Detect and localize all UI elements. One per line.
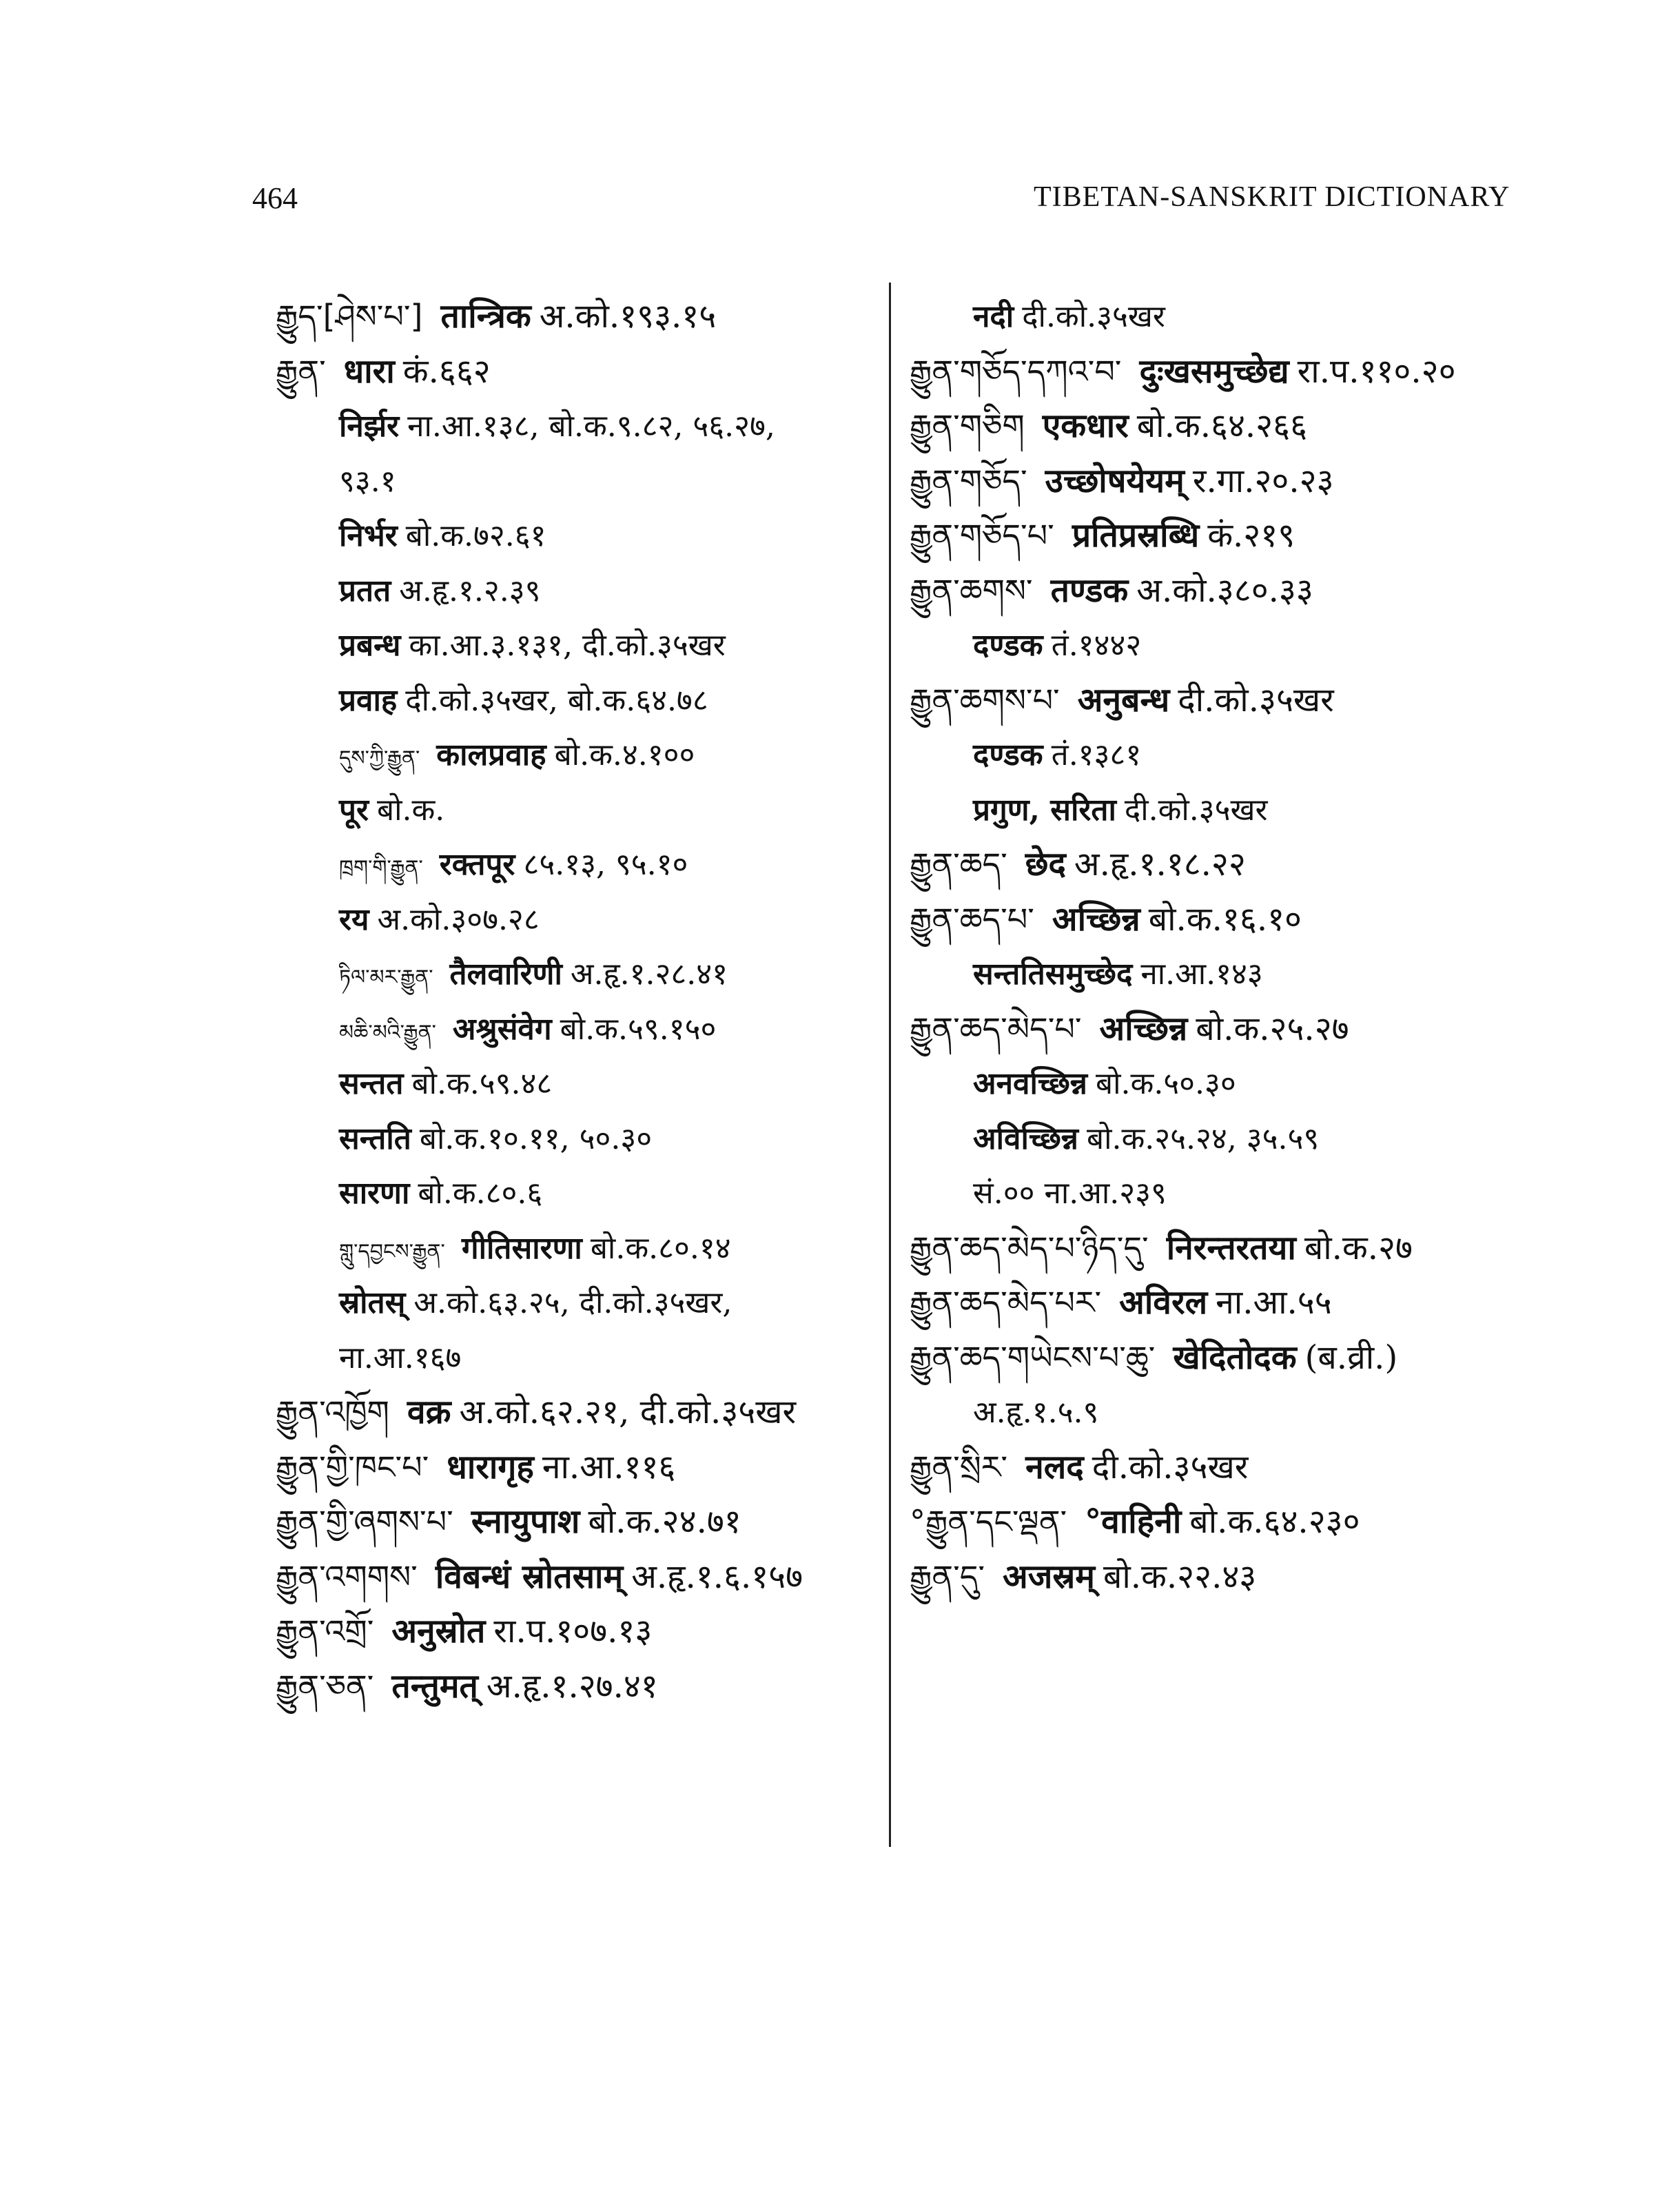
entry-headword-line bbox=[276, 289, 868, 345]
sanskrit-term: दुःखसमुच्छेद्य bbox=[1139, 351, 1289, 391]
sanskrit-term: दण्डक bbox=[973, 628, 1043, 663]
sanskrit-term: अविरल bbox=[1119, 1283, 1208, 1322]
entry-headword-line bbox=[276, 1495, 868, 1550]
tibetan-term: དུས་ཀྱི་རྒྱུན་ bbox=[339, 746, 420, 770]
reference: तं.१४४२ bbox=[1051, 628, 1142, 663]
sanskrit-term: प्रबन्ध bbox=[339, 628, 401, 663]
tibetan-term: རྒྱུན་གཅོད་ bbox=[910, 462, 1027, 500]
reference: बो.क.५९.१५० bbox=[560, 1011, 717, 1047]
entry-subline bbox=[910, 1112, 1530, 1167]
sanskrit-term: सारणा bbox=[339, 1176, 410, 1211]
sanskrit-term: अश्रुसंवेग bbox=[452, 1011, 552, 1047]
reference: बो.क.५९.४८ bbox=[411, 1066, 553, 1101]
tibetan-term: རྒྱུན་ཆད་མེད་པ་ bbox=[910, 1010, 1082, 1048]
tibetan-term: རྒྱུན་ཆད་མེད་པར་ bbox=[910, 1284, 1102, 1321]
sanskrit-term: अच्छिन्न bbox=[1052, 899, 1140, 939]
tibetan-term: རྒྱུན་ཆད་པ་ bbox=[910, 900, 1034, 938]
reference: दी.को.३५खर, बो.क.६४.७८ bbox=[405, 682, 708, 718]
entry-headword-line bbox=[276, 1604, 868, 1659]
tibetan-term: རྒྱུན་སྲིར་ bbox=[910, 1448, 1008, 1486]
reference: बो.क. bbox=[377, 792, 445, 828]
tibetan-term: རྒྱུན་གྱི་ཞགས་པ་ bbox=[276, 1503, 453, 1540]
entry-headword-line bbox=[276, 1440, 868, 1495]
tibetan-term: རྒྱུན་གཅོད་དཀའ་བ་ bbox=[910, 352, 1122, 390]
reference: अ.को.६३.२५, दी.को.३५खर, bbox=[413, 1285, 733, 1320]
sanskrit-term: अच्छिन्न bbox=[1099, 1009, 1188, 1048]
sanskrit-term: खेदितोदक bbox=[1173, 1338, 1297, 1377]
entry-headword-line bbox=[910, 509, 1530, 564]
sanskrit-term: वक्र bbox=[407, 1393, 451, 1431]
reference: ना.आ.५५ bbox=[1216, 1283, 1332, 1322]
entry-headword-line bbox=[910, 564, 1530, 619]
sanskrit-term: प्रतत bbox=[339, 573, 391, 609]
sanskrit-term: प्रवाह bbox=[339, 682, 398, 718]
reference: बो.क.२५.२४, ३५.५९ bbox=[1087, 1121, 1320, 1156]
entry-subline bbox=[276, 1221, 868, 1276]
sanskrit-term: °वाहिनी bbox=[1085, 1502, 1182, 1541]
reference: ८५.१३, ९५.१० bbox=[523, 847, 688, 882]
reference: बो.क.८०.६ bbox=[418, 1176, 543, 1211]
reference: अ.हृ.१.१८.२२ bbox=[1074, 845, 1246, 883]
entry-headword-line bbox=[910, 454, 1530, 509]
entry-subline bbox=[276, 509, 868, 564]
entry-headword-line bbox=[276, 1385, 868, 1440]
tibetan-term: ཏིལ་མར་རྒྱུན་ bbox=[339, 965, 433, 990]
sanskrit-term: रक्तपूर bbox=[439, 847, 515, 882]
tibetan-term: མཆི་མའི་རྒྱུན་ bbox=[339, 1020, 436, 1045]
sanskrit-term: गीतिसारणा bbox=[461, 1230, 582, 1266]
sanskrit-term: स्नायुपाश bbox=[471, 1502, 580, 1541]
reference: ना.आ.११६ bbox=[542, 1447, 676, 1486]
tibetan-term: རྒྱུན་ bbox=[276, 352, 326, 390]
entry-subline bbox=[276, 399, 868, 454]
entry-subline bbox=[276, 1002, 868, 1057]
entry-subline bbox=[910, 783, 1530, 838]
entry-subline bbox=[910, 947, 1530, 1002]
left-column bbox=[276, 289, 868, 1714]
reference: ना.आ.१३८, बो.क.९.८२, ५६.२७, bbox=[407, 409, 775, 444]
entry-subline bbox=[276, 673, 868, 728]
reference: तं.१३८१ bbox=[1051, 737, 1142, 773]
sanskrit-term: कालप्रवाह bbox=[436, 737, 546, 773]
sanskrit-term: तण्डक bbox=[1050, 571, 1129, 610]
reference: दी.को.३५खर bbox=[1092, 1447, 1249, 1486]
entry-subline bbox=[910, 289, 1530, 345]
sanskrit-term: नदी bbox=[973, 299, 1014, 334]
entry-headword-line bbox=[910, 892, 1530, 948]
reference: दी.को.३५खर bbox=[1022, 299, 1165, 334]
sanskrit-term: दण्डक bbox=[973, 737, 1043, 773]
entry-subline bbox=[276, 1166, 868, 1221]
reference: अ.को.३८०.३३ bbox=[1136, 571, 1313, 610]
tibetan-term: རྒྱུན་ཆད་གཡེངས་པ་ཆུ་ bbox=[910, 1338, 1156, 1376]
entry-subline bbox=[910, 618, 1530, 673]
reference: अ.हृ.१.२७.४१ bbox=[486, 1666, 658, 1706]
tibetan-term: རྒྱུན་གཅིག bbox=[910, 407, 1025, 444]
reference: रा.प.११०.२० bbox=[1297, 351, 1456, 391]
reference: बो.क.२२.४३ bbox=[1103, 1557, 1257, 1596]
sanskrit-term: निरन्तरतया bbox=[1166, 1228, 1296, 1267]
sanskrit-term: धारागृह bbox=[447, 1447, 534, 1486]
sanskrit-term: सन्ततिसमुच्छेद bbox=[973, 957, 1133, 992]
sanskrit-term: सन्तत bbox=[339, 1066, 404, 1101]
entry-headword-line bbox=[910, 1002, 1530, 1057]
tibetan-term: རྒྱུན་གཅོད་པ་ bbox=[910, 517, 1054, 554]
sanskrit-term: तान्त्रिक bbox=[440, 297, 531, 336]
reference: का.आ.३.१३१, दी.को.३५खर bbox=[409, 628, 726, 663]
sanskrit-term: विबन्धं स्रोतसाम् bbox=[435, 1557, 624, 1596]
sanskrit-term: निर्झर bbox=[339, 409, 400, 444]
entry-headword-line bbox=[910, 1440, 1530, 1495]
tibetan-term: རྒྱུན་འགྲོ་ bbox=[276, 1613, 374, 1650]
entry-headword-line bbox=[276, 345, 868, 400]
entry-headword-line bbox=[910, 673, 1530, 728]
tibetan-term: °རྒྱུན་དང་ལྡན་ bbox=[910, 1503, 1067, 1540]
sanskrit-term: एकधार bbox=[1042, 407, 1129, 445]
entry-subline bbox=[910, 1385, 1530, 1440]
running-head: TIBETAN-SANSKRIT DICTIONARY bbox=[1034, 181, 1510, 213]
entry-subline bbox=[276, 1112, 868, 1167]
entry-subline bbox=[910, 728, 1530, 783]
sanskrit-term: धारा bbox=[343, 351, 395, 391]
reference: ९३.१ bbox=[339, 463, 396, 499]
entry-headword-line bbox=[910, 1495, 1530, 1550]
sanskrit-term: रय bbox=[339, 901, 369, 937]
reference: बो.क.१६.१० bbox=[1148, 899, 1302, 939]
sanskrit-term: नलद bbox=[1025, 1447, 1084, 1486]
reference: बो.क.४.१०० bbox=[554, 737, 695, 773]
entry-subline bbox=[276, 564, 868, 619]
reference: बो.क.१०.११, ५०.३० bbox=[419, 1121, 653, 1156]
column-divider bbox=[889, 283, 891, 1847]
entry-subline bbox=[276, 618, 868, 673]
reference: अ.को.१९३.१५ bbox=[539, 297, 717, 336]
entry-headword-line bbox=[910, 1221, 1530, 1276]
reference: सं.०० ना.आ.२३९ bbox=[973, 1176, 1167, 1211]
reference: ना.आ.१४३ bbox=[1140, 957, 1263, 992]
reference: बो.क.२७ bbox=[1304, 1228, 1413, 1267]
tibetan-term: གླུ་དབྱངས་རྒྱུན་ bbox=[339, 1239, 445, 1264]
sanskrit-term: प्रतिप्रस्रब्धि bbox=[1072, 516, 1200, 555]
entry-subline bbox=[276, 454, 868, 509]
tibetan-term: རྒྱུན་དུ་ bbox=[910, 1557, 985, 1595]
sanskrit-term: छेद bbox=[1025, 845, 1066, 883]
sanskrit-term: प्रगुण, सरिता bbox=[973, 792, 1116, 828]
entry-subline bbox=[276, 1331, 868, 1386]
tibetan-term: རྒྱུན་ཆད་མེད་པ་ཉིད་དུ་ bbox=[910, 1229, 1149, 1267]
entry-headword-line bbox=[276, 1659, 868, 1715]
reference: अ.को.३०७.२८ bbox=[377, 901, 540, 937]
reference: (ब.व्री.) bbox=[1304, 1338, 1398, 1377]
right-column bbox=[910, 289, 1530, 1604]
sanskrit-term: स्रोतस् bbox=[339, 1285, 406, 1320]
reference: दी.को.३५खर bbox=[1178, 680, 1334, 719]
tibetan-term: རྒྱུན་ཆད་ bbox=[910, 846, 1007, 883]
tibetan-term: རྒྱུན་འཁྱོག bbox=[276, 1393, 389, 1431]
entry-subline bbox=[276, 1056, 868, 1112]
entry-subline bbox=[276, 783, 868, 838]
tibetan-term: རྒྱུན་གྱི་ཁང་པ་ bbox=[276, 1448, 429, 1486]
reference: रा.प.१०७.१३ bbox=[493, 1612, 653, 1651]
reference: बो.क.६४.२६६ bbox=[1136, 407, 1308, 445]
reference: अ.हृ.१.६.१५७ bbox=[631, 1557, 803, 1596]
sanskrit-term: अनवच्छिन्न bbox=[973, 1066, 1088, 1101]
sanskrit-term: निर्भर bbox=[339, 518, 398, 553]
entry-subline bbox=[276, 837, 868, 892]
sanskrit-term: पूर bbox=[339, 792, 369, 828]
reference: अ.हृ.१.५.९ bbox=[973, 1395, 1099, 1430]
entry-headword-line bbox=[910, 837, 1530, 892]
entry-subline bbox=[910, 1166, 1530, 1221]
reference: बो.क.५०.३० bbox=[1096, 1066, 1236, 1101]
reference: बो.क.८०.१४ bbox=[590, 1230, 731, 1266]
entry-subline bbox=[276, 892, 868, 948]
reference: अ.हृ.१.२८.४१ bbox=[570, 957, 728, 992]
entry-headword-line bbox=[910, 1331, 1530, 1386]
sanskrit-term: अविच्छिन्न bbox=[973, 1121, 1078, 1156]
reference: बो.क.६४.२३० bbox=[1189, 1502, 1360, 1541]
reference: बो.क.२४.७१ bbox=[588, 1502, 741, 1541]
entry-headword-line bbox=[910, 1276, 1530, 1331]
entry-headword-line bbox=[910, 1550, 1530, 1605]
sanskrit-term: अनुबन्ध bbox=[1077, 680, 1170, 719]
entry-headword-line bbox=[910, 399, 1530, 454]
reference: कं.६६२ bbox=[402, 351, 491, 391]
reference: दी.को.३५खर bbox=[1124, 792, 1268, 828]
sanskrit-term: तन्तुमत् bbox=[391, 1666, 478, 1706]
reference: र.गा.२०.२३ bbox=[1192, 461, 1334, 500]
sanskrit-term: तैलवारिणी bbox=[449, 957, 562, 992]
reference: ना.आ.१६७ bbox=[339, 1340, 462, 1376]
reference: बो.क.७२.६१ bbox=[405, 518, 546, 553]
entry-headword-line bbox=[910, 345, 1530, 400]
sanskrit-term: अनुस्रोत bbox=[391, 1612, 486, 1651]
entry-headword-line bbox=[276, 1550, 868, 1605]
tibetan-term: རྒྱུན་ཆགས་ bbox=[910, 571, 1033, 609]
reference: बो.क.२५.२७ bbox=[1196, 1009, 1349, 1048]
reference: अ.हृ.१.२.३९ bbox=[399, 573, 541, 609]
tibetan-term: རྒྱུན་འགགས་ bbox=[276, 1557, 418, 1595]
reference: कं.२१९ bbox=[1207, 516, 1295, 555]
tibetan-term: རྒྱུན་ཅན་ bbox=[276, 1667, 374, 1705]
entry-subline bbox=[276, 1276, 868, 1331]
entry-subline bbox=[910, 1056, 1530, 1112]
reference: अ.को.६२.२१, दी.को.३५खर bbox=[459, 1393, 797, 1431]
entry-subline bbox=[276, 728, 868, 783]
sanskrit-term: अजस्रम् bbox=[1003, 1557, 1095, 1596]
sanskrit-term: सन्तति bbox=[339, 1121, 411, 1156]
tibetan-term: རྒྱུད་[ཤེས་པ་] bbox=[276, 298, 423, 335]
tibetan-term: རྒྱུན་ཆགས་པ་ bbox=[910, 681, 1060, 719]
entry-subline bbox=[276, 947, 868, 1002]
page-number: 464 bbox=[252, 181, 298, 215]
tibetan-term: ཁྲག་གི་རྒྱུན་ bbox=[339, 856, 423, 880]
sanskrit-term: उच्छोषयेयम् bbox=[1045, 461, 1185, 500]
